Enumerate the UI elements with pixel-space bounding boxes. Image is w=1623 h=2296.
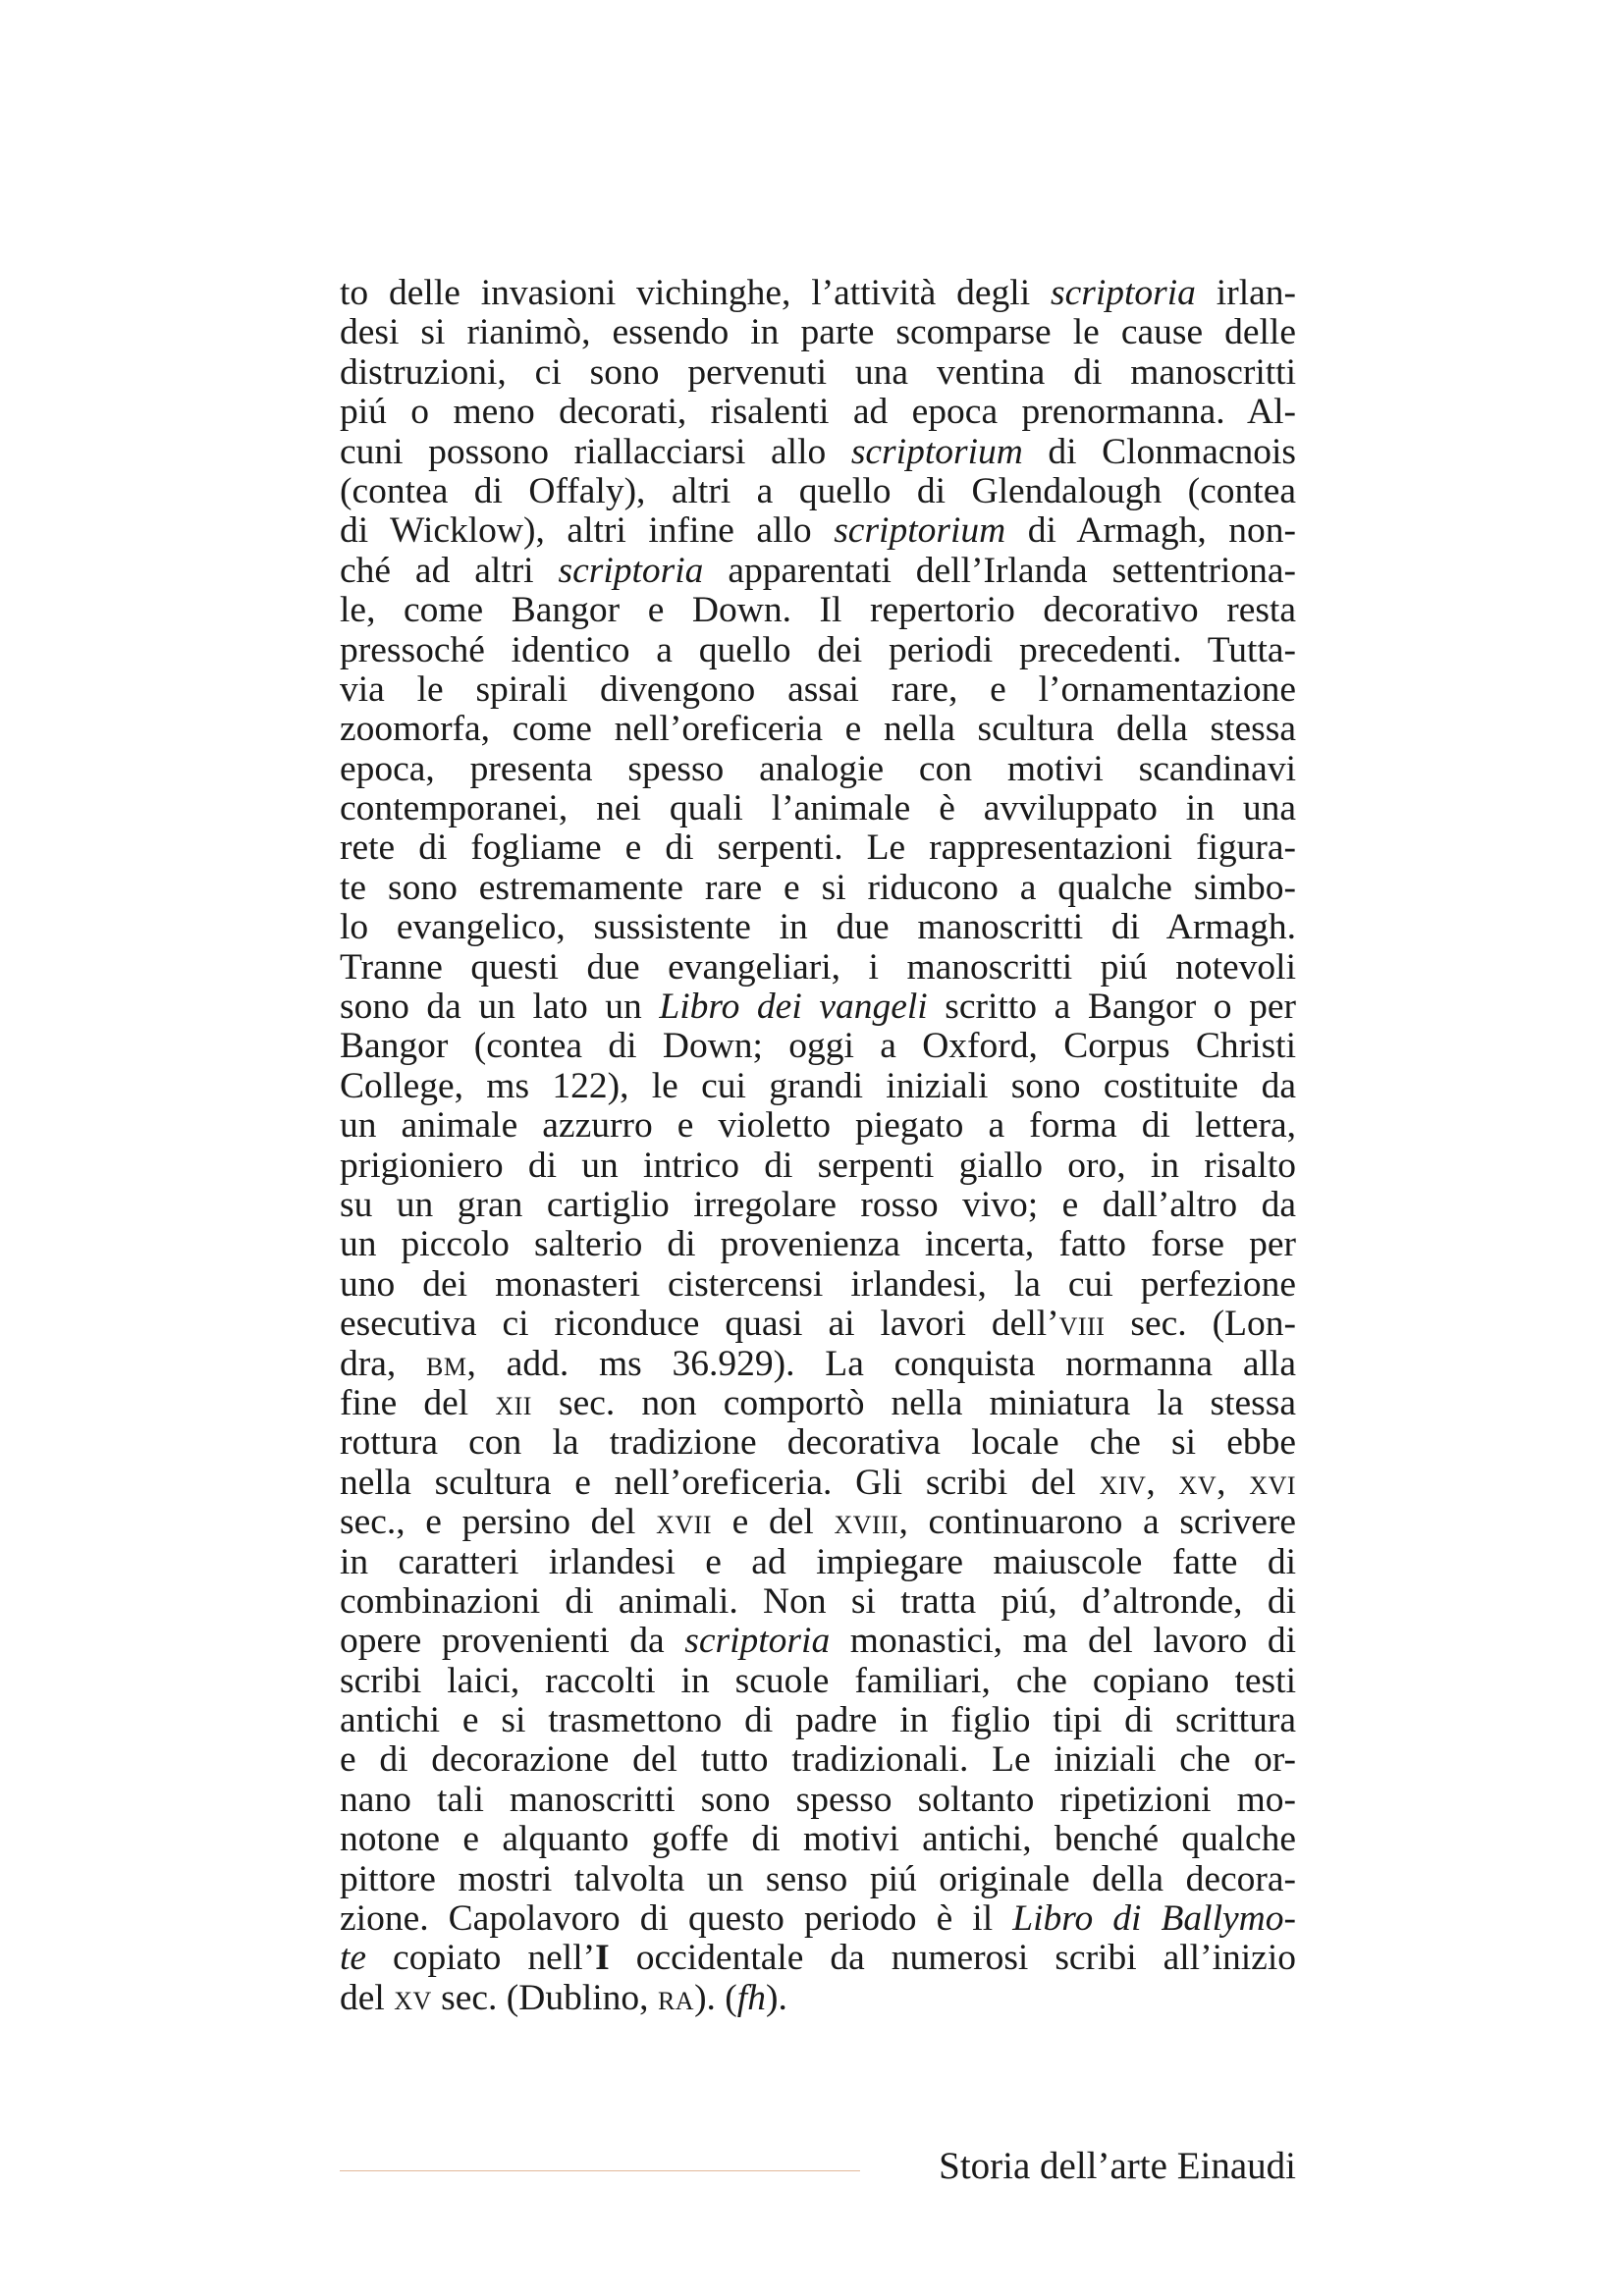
text-line: Bangor (contea di Down; oggi a Oxford, Corpus Christi [340, 1026, 1296, 1067]
text-line: scribi laici, raccolti in scuole familiari, che copiano testi [340, 1660, 1296, 1701]
text-line: antichi e si trasmettono di padre in figlio tipi di scrittura [340, 1700, 1296, 1741]
text-line: prigioniero di un intrico di serpenti giallo oro, in risalto [340, 1145, 1296, 1186]
text-line: piú o meno decorati, risalenti ad epoca prenormanna. Al- [340, 392, 1296, 433]
text-line: sec., e persino del xvii e del xviii, continuarono a scrivere [340, 1502, 1296, 1543]
text-line: nella scultura e nell’oreficeria. Gli scribi del xiv, xv, xvi [340, 1462, 1297, 1503]
text-line: esecutiva ci riconduce quasi ai lavori dell’viii sec. (Lon- [340, 1304, 1297, 1345]
text-line: (contea di Offaly), altri a quello di Glendalough (contea [340, 470, 1296, 511]
text-line: su un gran cartiglio irregolare rosso vivo; e dall’altro da [340, 1184, 1296, 1225]
text-line: opere provenienti da scriptoria monastici, ma del lavoro di [340, 1621, 1296, 1662]
text-line: uno dei monasteri cistercensi irlandesi, la cui perfezione [340, 1263, 1296, 1305]
body-text [340, 274, 1296, 2018]
text-line: rete di fogliame e di serpenti. Le rappresentazioni figura- [340, 828, 1296, 869]
text-line: un animale azzurro e violetto piegato a forma di lettera, [340, 1105, 1296, 1147]
text-line: ché ad altri scriptoria apparentati dell’Irlanda settentriona- [340, 550, 1297, 591]
text-line: epoca, presenta spesso analogie con motivi scandinavi [340, 748, 1296, 789]
footer-title: Storia dell’arte Einaudi [939, 2145, 1296, 2187]
text-line: pittore mostri talvolta un senso piú originale della decora- [340, 1858, 1296, 1899]
text-line: to delle invasioni vichinghe, l’attività degli scriptoria irlan- [340, 273, 1296, 313]
text-line: fine del xii sec. non comportò nella miniatura la stessa [340, 1382, 1296, 1423]
text-line: sono da un lato un Libro dei vangeli scritto a Bangor o per [340, 987, 1296, 1028]
text-line: del xv sec. (Dublino, ra). (fh). [340, 1977, 787, 2018]
text-line: Tranne questi due evangeliari, i manoscritti piú notevoli [340, 946, 1296, 988]
text-line: zione. Capolavoro di questo periodo è il Libro di Ballymo- [340, 1898, 1296, 1940]
text-line: lo evangelico, sussistente in due manoscritti di Armagh. [340, 907, 1296, 948]
text-line: desi si rianimò, essendo in parte scomparse le cause delle [340, 312, 1296, 353]
text-line: contemporanei, nei quali l’animale è avviluppato in una [340, 788, 1296, 829]
text-line: te sono estremamente rare e si riducono a qualche simbo- [340, 867, 1296, 908]
text-line: di Wicklow), altri infine allo scriptorium di Armagh, non- [340, 510, 1296, 552]
text-line: e di decorazione del tutto tradizionali. Le iniziali che or- [340, 1739, 1296, 1781]
text-line: dra, bm, add. ms 36.929). La conquista normanna alla [340, 1343, 1296, 1384]
text-line: le, come Bangor e Down. Il repertorio decorativo resta [340, 590, 1296, 631]
text-line: combinazioni di animali. Non si tratta piú, d’altronde, di [340, 1580, 1296, 1622]
text-line: zoomorfa, come nell’oreficeria e nella scultura della stessa [340, 709, 1296, 750]
text-line: notone e alquanto goffe di motivi antichi, benché qualche [340, 1819, 1296, 1860]
text-line: cuni possono riallacciarsi allo scriptorium di Clonmacnois [340, 431, 1296, 472]
text-line: pressoché identico a quello dei periodi precedenti. Tutta- [340, 629, 1296, 670]
text-line: distruzioni, ci sono pervenuti una ventina di manoscritti [340, 351, 1296, 393]
text-line: via le spirali divengono assai rare, e l’ornamentazione [340, 668, 1296, 710]
text-line: in caratteri irlandesi e ad impiegare maiuscole fatte di [340, 1541, 1296, 1582]
text-line: College, ms 122), le cui grandi iniziali sono costituite da [340, 1065, 1296, 1106]
text-line: un piccolo salterio di provenienza incerta, fatto forse per [340, 1224, 1296, 1265]
text-line: nano tali manoscritti sono spesso soltanto ripetizioni mo- [340, 1779, 1296, 1820]
text-line: rottura con la tradizione decorativa locale che si ebbe [340, 1422, 1296, 1464]
text-line: te copiato nell’I occidentale da numerosi scribi all’inizio [340, 1938, 1296, 1979]
footer-rule [340, 2170, 860, 2171]
